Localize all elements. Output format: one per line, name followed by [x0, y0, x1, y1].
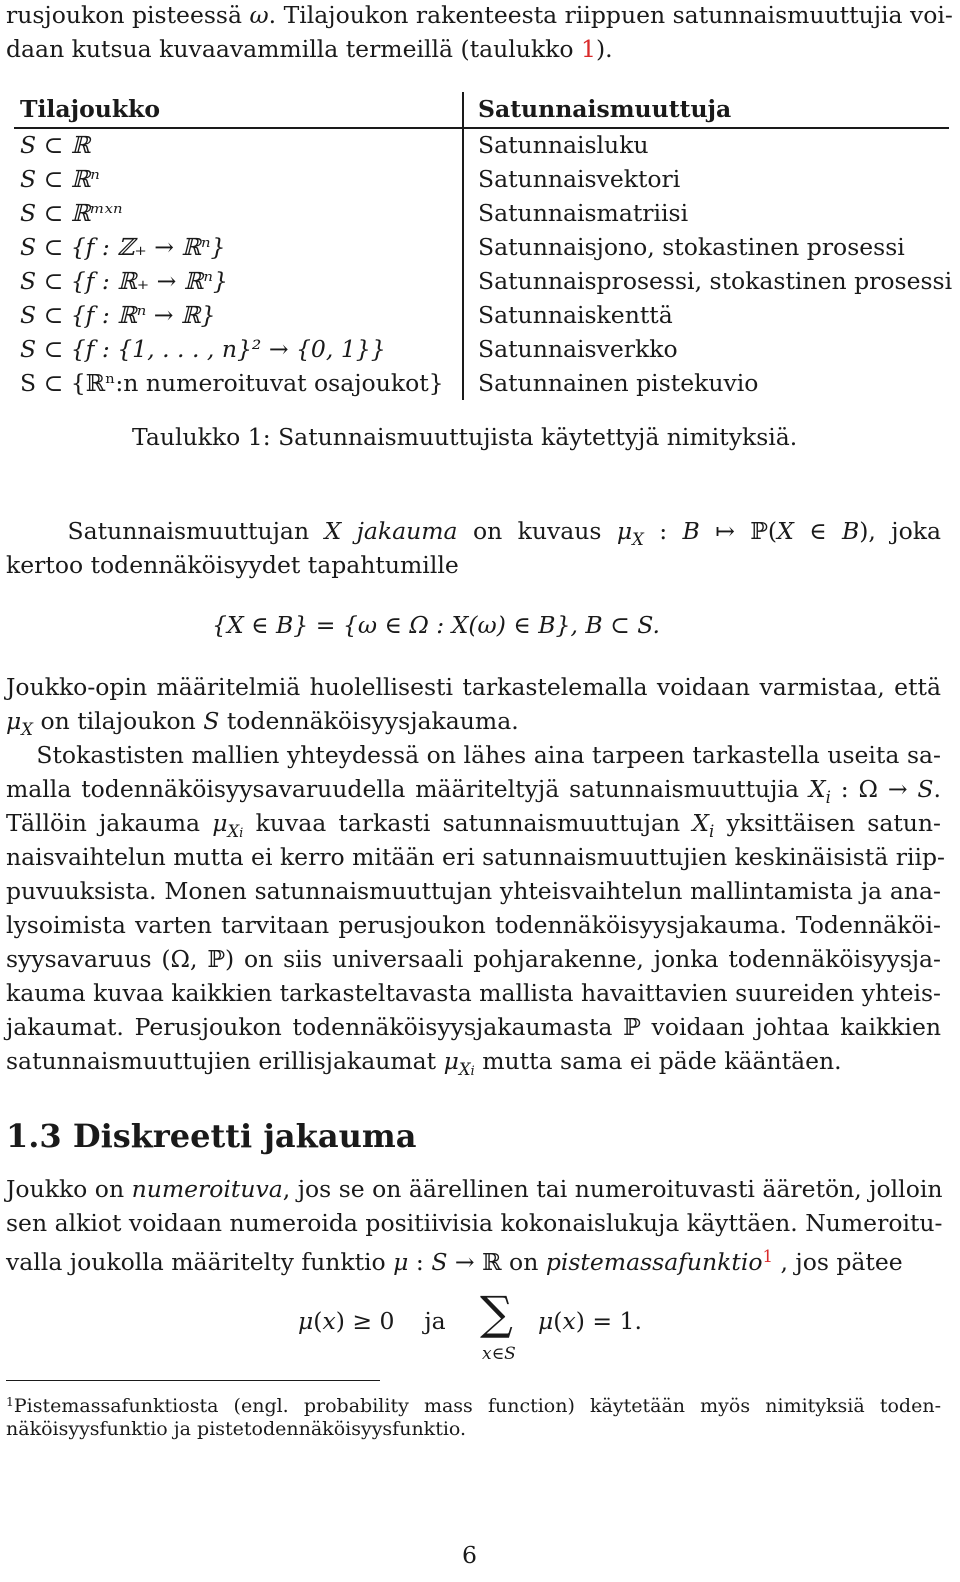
- table-cell-name: Satunnaisjono, stokastinen prosessi: [478, 233, 905, 261]
- pmf-condition-right: μ(x) = 1.: [538, 1307, 642, 1335]
- table-cell-state-space: S ⊂ {ℝⁿ:n numeroituvat osajoukot}: [20, 369, 444, 397]
- page-number: 6: [462, 1541, 477, 1569]
- table-cell-name: Satunnaisluku: [478, 131, 649, 159]
- table-cell-state-space: S ⊂ ℝᵐˣⁿ: [20, 199, 123, 227]
- table-cell-name: Satunnaismatriisi: [478, 199, 689, 227]
- para4-line-3: valla joukolla määritelty funktio μ : S → ℝ on pistemassafunktio$^1$ , jos pätee: [6, 1247, 903, 1277]
- table-cell-state-space: S ⊂ {f : {1, . . . , n}² → {0, 1}}: [20, 335, 386, 363]
- para3-line-4: naisvaihtelun mutta ei kerro mitään eri satunnaismuuttujien keskinäisistä riip-: [6, 843, 946, 871]
- para3-line-6: lysoimista varten tarvitaan perusjoukon todennäköisyysjakauma. Todennäköi-: [6, 911, 941, 939]
- para3-line-9: jakaumat. Perusjoukon todennäköisyysjakaumasta ℙ voidaan johtaa kaikkien: [6, 1013, 941, 1041]
- table-cell-state-space: S ⊂ ℝ: [20, 131, 91, 159]
- table-column-divider: [462, 92, 464, 400]
- para4-line-1: Joukko on numeroituva, jos se on äärellinen tai numeroituvasti ääretön, jolloin: [6, 1175, 943, 1203]
- table-cell-state-space: S ⊂ {f : ℝ₊ → ℝⁿ}: [20, 267, 228, 295]
- intro-line-2: daan kutsua kuvaavammilla termeillä (taulukko 1).: [6, 35, 613, 63]
- table-cell-name: Satunnaiskenttä: [478, 301, 673, 329]
- pmf-condition-left: μ(x) ≥ 0 ja: [298, 1307, 446, 1335]
- summation-symbol: ∑: [480, 1286, 513, 1340]
- table-header-rule: [14, 127, 949, 129]
- intro-line-1: rusjoukon pisteessä ω. Tilajoukon rakenteesta riippuen satunnaismuuttujia voi-: [6, 1, 953, 29]
- section-heading: 1.3 Diskreetti jakauma: [6, 1117, 417, 1155]
- para1-line-2: kertoo todennäköisyydet tapahtumille: [6, 551, 459, 579]
- table-cell-name: Satunnaisvektori: [478, 165, 681, 193]
- para3-line-3: Tällöin jakauma $\mu_{Xi}$ kuvaa tarkasti satunnaismuuttujan $X_i$ yksittäisen satun-: [6, 809, 941, 841]
- footnote-rule: [6, 1380, 380, 1381]
- para3-line-2: malla todennäköisyysavaruudella määriteltyjä satunnaismuuttujia $X_i$ : Ω → S.: [6, 775, 941, 807]
- para2-line-1: Joukko-opin määritelmiä huolellisesti tarkastelemalla voidaan varmistaa, että: [6, 673, 941, 701]
- table-header-state-space: Tilajoukko: [20, 95, 161, 123]
- para3-line-5: puvuuksista. Monen satunnaismuuttujan yhteisvaihtelun mallintamista ja ana-: [6, 877, 941, 905]
- table-cell-name: Satunnainen pistekuvio: [478, 369, 759, 397]
- table-caption: Taulukko 1: Satunnaismuuttujista käytettyjä nimityksiä.: [132, 423, 798, 451]
- para3-line-10: satunnaismuuttujien erillisjakaumat $\mu_{Xi}$ mutta sama ei päde kääntäen.: [6, 1047, 842, 1079]
- event-equation: {X ∈ B} = {ω ∈ Ω : X(ω) ∈ B}, B ⊂ S.: [212, 611, 661, 639]
- summation-index: x∈S: [482, 1344, 516, 1364]
- para4-line-2: sen alkiot voidaan numeroida positiivisia kokonaislukuja käyttäen. Numeroitu-: [6, 1209, 943, 1237]
- table-cell-name: Satunnaisverkko: [478, 335, 678, 363]
- table-cell-state-space: S ⊂ {f : ℝⁿ → ℝ}: [20, 301, 216, 329]
- table-header-random-variable: Satunnaismuuttuja: [478, 95, 732, 123]
- table-cell-name: Satunnaisprosessi, stokastinen prosessi: [478, 267, 953, 295]
- para1-line-1: Satunnaismuuttujan X jakauma on kuvaus $\mu_X$ : B ↦ ℙ(X ∈ B), joka: [6, 517, 941, 549]
- footnote-line-1: $^1$Pistemassafunktiosta (engl. probability mass function) käytetään myös nimityksiä toden-: [6, 1395, 941, 1418]
- table-reference-link[interactable]: 1: [581, 35, 596, 63]
- para3-line-1: Stokastisten mallien yhteydessä on lähes aina tarpeen tarkastella useita sa-: [6, 741, 941, 769]
- table-cell-state-space: S ⊂ ℝⁿ: [20, 165, 100, 193]
- footnote-line-2: näköisyysfunktio ja pistetodennäköisyysfunktio.: [6, 1418, 467, 1440]
- para3-line-8: kauma kuvaa kaikkien tarkasteltavasta mallista havaittavien suureiden yhteis-: [6, 979, 941, 1007]
- footnote-marker-link[interactable]: 1: [762, 1247, 773, 1266]
- para2-line-2: $\mu_X$ on tilajoukon S todennäköisyysjakauma.: [6, 707, 519, 739]
- table-cell-state-space: S ⊂ {f : ℤ₊ → ℝⁿ}: [20, 233, 226, 261]
- para3-line-7: syysavaruus (Ω, ℙ) on siis universaali pohjarakenne, jonka todennäköisyysja-: [6, 945, 941, 973]
